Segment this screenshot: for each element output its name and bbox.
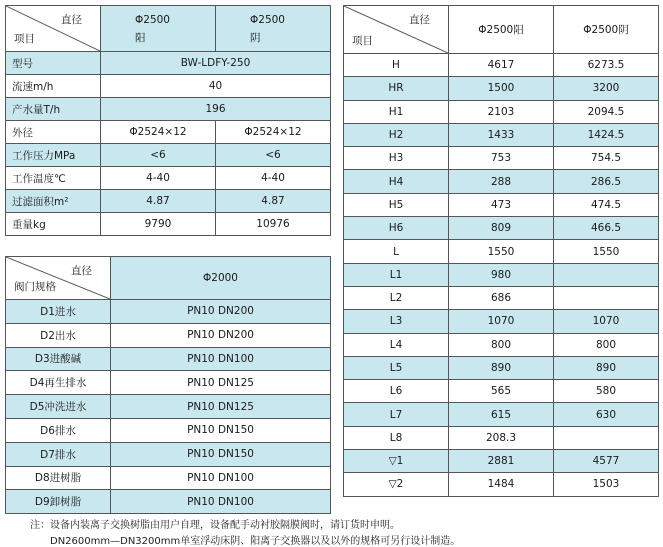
dim-row-value-2: 286.5 [554, 170, 659, 193]
spec-corner-bottom: 项目 [14, 33, 35, 45]
dim-row-label: L [344, 240, 449, 263]
dim-row-value-2: 4577 [554, 450, 659, 473]
dim-corner-bottom: 项目 [352, 35, 373, 47]
dim-row-value-2 [554, 263, 659, 286]
valve-row-value: PN10 DN200 [111, 323, 331, 347]
spec-row-value: 196 [101, 98, 331, 121]
dim-row-label: L6 [344, 380, 449, 403]
dim-row-label: H5 [344, 193, 449, 216]
valve-row [6, 347, 331, 371]
dim-row [344, 217, 659, 240]
spec-row-label: 外径 [6, 121, 101, 144]
dim-row-value-2: 754.5 [554, 147, 659, 170]
spec-corner-top: 直径 [61, 14, 82, 26]
dim-row [344, 123, 659, 146]
dim-row-value-1: 1070 [449, 310, 554, 333]
dim-row-value-2: 1070 [554, 310, 659, 333]
spec-row-value-2: 10976 [216, 213, 331, 236]
dim-row-value-1: 753 [449, 147, 554, 170]
dim-row-value-1: 4617 [449, 54, 554, 77]
valve-row-label: D5冲洗进水 [6, 395, 111, 419]
dim-row-value-1: 1500 [449, 77, 554, 100]
dim-row-label: L5 [344, 356, 449, 379]
dim-row [344, 426, 659, 449]
spec-row [6, 213, 331, 236]
dim-col2-header: Φ2500阴 [554, 6, 659, 54]
dim-row [344, 310, 659, 333]
dim-row-label: L3 [344, 310, 449, 333]
dim-row-value-2: 630 [554, 403, 659, 426]
valve-row [6, 490, 331, 514]
dim-row-value-2: 1424.5 [554, 123, 659, 146]
dim-row-value-2: 466.5 [554, 217, 659, 240]
dim-row-value-1: 890 [449, 356, 554, 379]
dim-row [344, 54, 659, 77]
dim-row-value-1: 686 [449, 286, 554, 309]
valve-row [6, 418, 331, 442]
dim-row-label: H2 [344, 123, 449, 146]
dim-row [344, 240, 659, 263]
dim-row-value-1: 1484 [449, 473, 554, 496]
dim-row-value-1: 288 [449, 170, 554, 193]
dim-row [344, 403, 659, 426]
dim-row [344, 100, 659, 123]
note-line-2: DN2600mm—DN3200mm单室浮动床阴、阳离子交换器以及以外的规格可另行设计制造。 [50, 536, 461, 547]
spec-row-label: 工作压力MPa [6, 144, 101, 167]
dim-row-value-1: 2103 [449, 100, 554, 123]
note-line-1: 注：设备内装离子交换树脂由用户自理，设备配手动衬胶隔膜阀时，请订货时申明。 [30, 520, 400, 531]
valve-row-value: PN10 DN200 [111, 300, 331, 324]
dim-row-value-2 [554, 426, 659, 449]
spec-row-label: 重量kg [6, 213, 101, 236]
valve-row-label: D6排水 [6, 418, 111, 442]
dim-row-label: L1 [344, 263, 449, 286]
dimension-table [343, 5, 659, 497]
spec-col2-type: 阴 [250, 32, 261, 44]
dim-row-value-2: 2094.5 [554, 100, 659, 123]
spec-row-label: 过滤面积m² [6, 190, 101, 213]
dim-row-label: L2 [344, 286, 449, 309]
spec-row [6, 190, 331, 213]
valve-row-value: PN10 DN100 [111, 490, 331, 514]
valve-table [5, 256, 331, 514]
dim-row [344, 380, 659, 403]
spec-row-value-2: Φ2524×12 [216, 121, 331, 144]
spec-row-label: 产水量T/h [6, 98, 101, 121]
valve-row [6, 442, 331, 466]
valve-row [6, 466, 331, 490]
spec-col1-type: 阳 [135, 32, 146, 44]
dim-row [344, 450, 659, 473]
dim-row-label: ▽1 [344, 450, 449, 473]
dim-corner-cell [344, 6, 449, 54]
valve-row-label: D1进水 [6, 300, 111, 324]
spec-table [5, 5, 331, 236]
dim-row-label: H3 [344, 147, 449, 170]
spec-row [6, 144, 331, 167]
dim-row-value-1: 565 [449, 380, 554, 403]
valve-row-value: PN10 DN125 [111, 371, 331, 395]
spec-row-value-1: 4-40 [101, 167, 216, 190]
dim-row-value-2: 474.5 [554, 193, 659, 216]
dim-row-value-1: 615 [449, 403, 554, 426]
dim-row-value-1: 809 [449, 217, 554, 240]
spec-col1-diameter: Φ2500 [135, 14, 170, 26]
valve-corner-top: 直径 [71, 265, 92, 277]
spec-row-label: 工作温度℃ [6, 167, 101, 190]
valve-row [6, 300, 331, 324]
dim-row-value-2: 1503 [554, 473, 659, 496]
dim-row-label: H1 [344, 100, 449, 123]
dim-row-value-2: 800 [554, 333, 659, 356]
spec-row-value-1: <6 [101, 144, 216, 167]
valve-row-value: PN10 DN125 [111, 395, 331, 419]
spec-row [6, 98, 331, 121]
spec-col1-header [101, 6, 216, 52]
dim-row [344, 286, 659, 309]
valve-row-label: D7排水 [6, 442, 111, 466]
spec-col2-diameter: Φ2500 [250, 14, 285, 26]
dim-row-value-2 [554, 286, 659, 309]
spec-row-value: 40 [101, 75, 331, 98]
dim-row [344, 147, 659, 170]
valve-row [6, 371, 331, 395]
dim-row [344, 263, 659, 286]
valve-row [6, 395, 331, 419]
dim-row-label: H [344, 54, 449, 77]
dim-row [344, 333, 659, 356]
spec-row-value-2: 4-40 [216, 167, 331, 190]
dim-corner-top: 直径 [409, 14, 430, 26]
spec-row-value: BW-LDFY-250 [101, 52, 331, 75]
valve-row-label: D9卸树脂 [6, 490, 111, 514]
dim-row-value-1: 1433 [449, 123, 554, 146]
spec-row [6, 52, 331, 75]
dim-row-value-1: 800 [449, 333, 554, 356]
dim-row-value-2: 580 [554, 380, 659, 403]
valve-row-label: D2出水 [6, 323, 111, 347]
spec-row [6, 167, 331, 190]
dim-row [344, 193, 659, 216]
dim-row [344, 473, 659, 496]
dim-row [344, 356, 659, 379]
dim-row-label: H4 [344, 170, 449, 193]
spec-corner-cell [6, 6, 101, 52]
spec-row [6, 75, 331, 98]
valve-row-value: PN10 DN150 [111, 418, 331, 442]
spec-row-value-1: 9790 [101, 213, 216, 236]
valve-row [6, 323, 331, 347]
spec-row-value-1: Φ2524×12 [101, 121, 216, 144]
spec-row-label: 型号 [6, 52, 101, 75]
dim-row-value-2: 3200 [554, 77, 659, 100]
dim-row-value-2: 1550 [554, 240, 659, 263]
valve-row-label: D3进酸碱 [6, 347, 111, 371]
spec-row-value-1: 4.87 [101, 190, 216, 213]
dim-row-label: HR [344, 77, 449, 100]
dim-row-value-1: 473 [449, 193, 554, 216]
spec-col2-header [216, 6, 331, 52]
spec-row-value-2: <6 [216, 144, 331, 167]
valve-corner-bottom: 阀门规格 [14, 281, 56, 293]
dim-row-label: H6 [344, 217, 449, 240]
valve-row-label: D4再生排水 [6, 371, 111, 395]
dim-row-value-1: 980 [449, 263, 554, 286]
valve-row-value: PN10 DN100 [111, 466, 331, 490]
valve-row-label: D8进树脂 [6, 466, 111, 490]
dim-row-label: L8 [344, 426, 449, 449]
dim-col1-header: Φ2500阳 [449, 6, 554, 54]
spec-row-label: 流速m/h [6, 75, 101, 98]
valve-corner-cell [6, 257, 111, 300]
valve-col-header: Φ2000 [111, 257, 331, 300]
valve-row-value: PN10 DN150 [111, 442, 331, 466]
spec-row-value-2: 4.87 [216, 190, 331, 213]
dim-row-label: ▽2 [344, 473, 449, 496]
dim-row-label: L4 [344, 333, 449, 356]
dim-row-value-2: 890 [554, 356, 659, 379]
dim-row-value-1: 2881 [449, 450, 554, 473]
dim-row-value-1: 208.3 [449, 426, 554, 449]
spec-row [6, 121, 331, 144]
dim-row-value-2: 6273.5 [554, 54, 659, 77]
valve-row-value: PN10 DN100 [111, 347, 331, 371]
dim-row-label: L7 [344, 403, 449, 426]
dim-row [344, 170, 659, 193]
dim-row-value-1: 1550 [449, 240, 554, 263]
dim-row [344, 77, 659, 100]
